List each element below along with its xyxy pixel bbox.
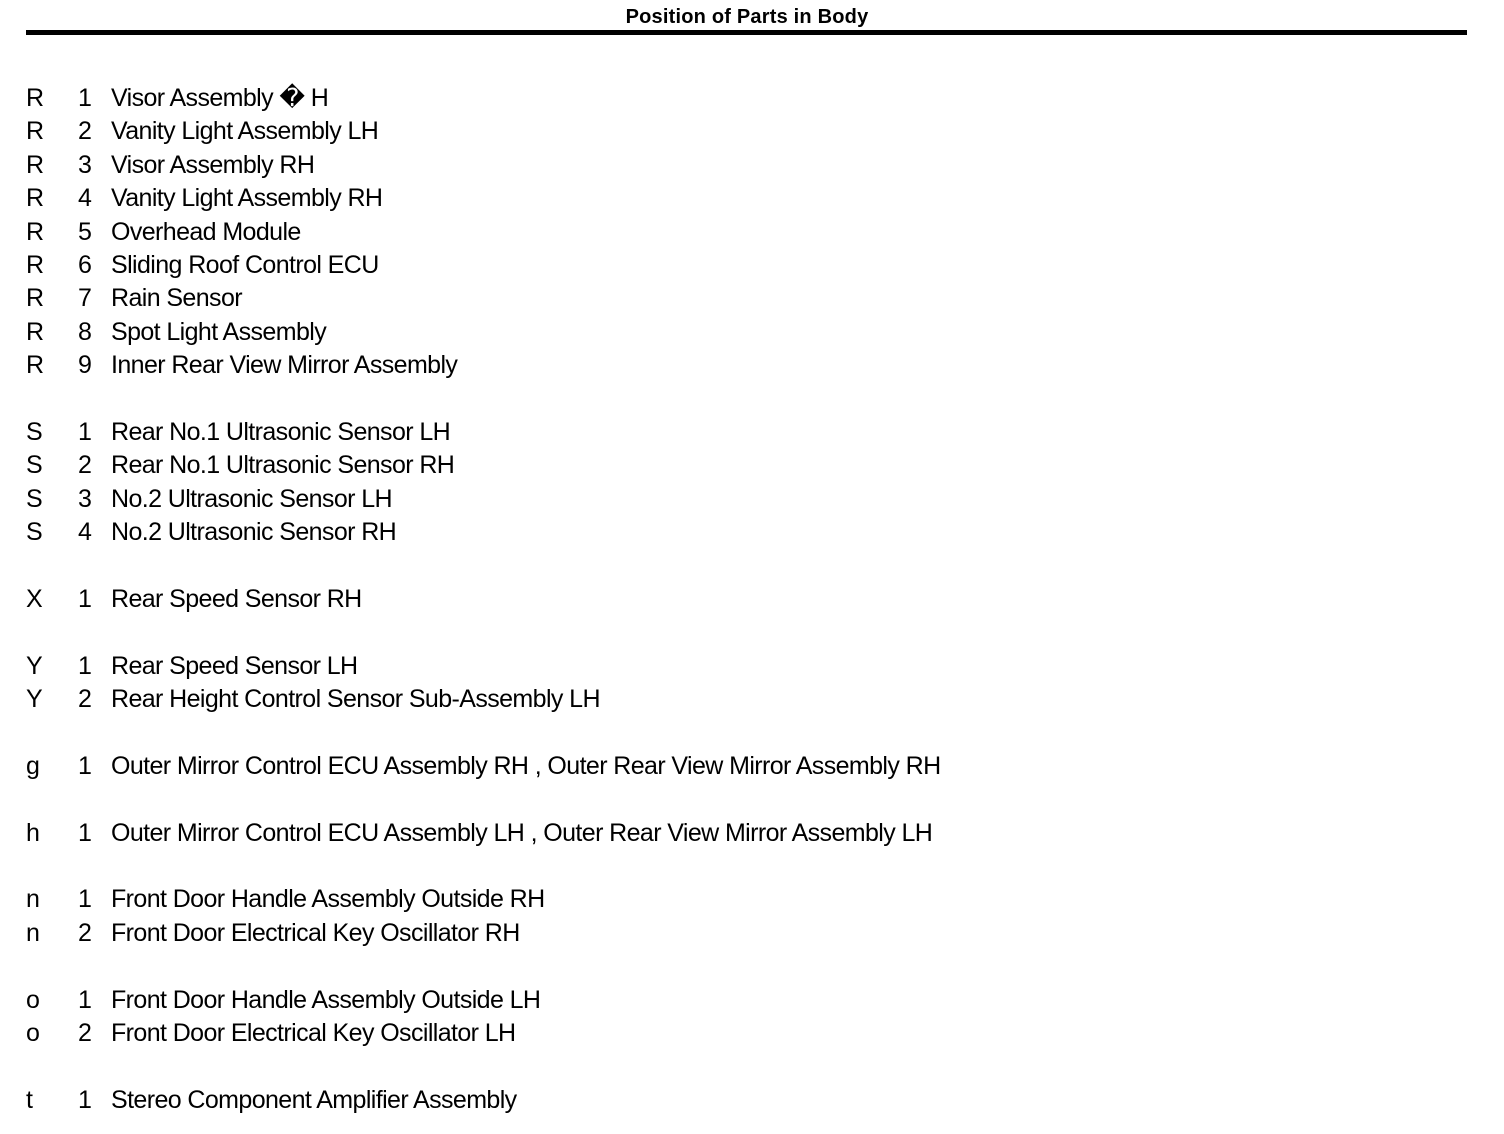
part-row — [26, 349, 1466, 382]
parts-list — [26, 82, 1466, 1117]
part-name: Outer Mirror Control ECU Assembly LH , Outer Rear View Mirror Assembly LH — [111, 818, 933, 847]
part-name: Visor Assembly RH — [111, 150, 315, 179]
part-row — [26, 683, 1466, 716]
part-row — [26, 115, 1466, 148]
part-code: S — [26, 484, 43, 513]
part-number: 1 — [78, 985, 92, 1014]
part-row — [26, 817, 1466, 850]
part-name: Front Door Handle Assembly Outside RH — [111, 885, 545, 914]
part-name: Vanity Light Assembly RH — [111, 184, 383, 213]
part-code: R — [26, 184, 45, 213]
part-number: 1 — [78, 584, 92, 613]
part-code: R — [26, 351, 45, 380]
part-row — [26, 750, 1466, 783]
part-code: o — [26, 1018, 40, 1047]
part-group — [26, 416, 1466, 550]
part-number: 6 — [78, 250, 92, 279]
part-row — [26, 650, 1466, 683]
part-group — [26, 984, 1466, 1051]
part-number: 2 — [78, 685, 92, 714]
part-row — [26, 316, 1466, 349]
part-number: 1 — [78, 818, 92, 847]
part-number: 2 — [78, 918, 92, 947]
part-code: Y — [26, 651, 43, 680]
part-code: R — [26, 84, 45, 112]
part-name: Front Door Handle Assembly Outside LH — [111, 985, 541, 1014]
part-code: R — [26, 217, 45, 246]
part-name: Inner Rear View Mirror Assembly — [111, 351, 458, 380]
part-number: 1 — [78, 885, 92, 914]
part-code: R — [26, 150, 45, 179]
part-name: Rear Speed Sensor LH — [111, 651, 358, 680]
part-row — [26, 182, 1466, 215]
part-name: Stereo Component Amplifier Assembly — [111, 1085, 517, 1114]
part-code: X — [26, 584, 43, 613]
part-name: Sliding Roof Control ECU — [111, 250, 379, 279]
part-code: R — [26, 317, 45, 346]
part-number: 1 — [78, 751, 92, 780]
part-group — [26, 82, 1466, 383]
part-number: 1 — [78, 417, 92, 446]
part-group — [26, 817, 1466, 850]
part-row — [26, 984, 1466, 1017]
part-name: Rear Height Control Sensor Sub-Assembly LH — [111, 685, 600, 714]
part-name: No.2 Ultrasonic Sensor RH — [111, 518, 397, 547]
part-number: 4 — [78, 518, 92, 547]
part-code: S — [26, 451, 43, 480]
part-code: R — [26, 117, 45, 146]
part-number: 1 — [78, 1085, 92, 1114]
part-row — [26, 416, 1466, 449]
part-row — [26, 249, 1466, 282]
part-code: Y — [26, 685, 43, 714]
part-name: Overhead Module — [111, 217, 301, 246]
part-code: R — [26, 250, 45, 279]
part-row — [26, 516, 1466, 549]
part-number: 7 — [78, 284, 92, 313]
part-number: 2 — [78, 451, 92, 480]
part-number: 1 — [78, 84, 92, 112]
part-name: Rear Speed Sensor RH — [111, 584, 362, 613]
part-code: S — [26, 518, 43, 547]
part-code: t — [26, 1085, 33, 1114]
part-code: n — [26, 885, 40, 914]
part-group — [26, 883, 1466, 950]
part-row — [26, 1084, 1466, 1117]
part-number: 5 — [78, 217, 92, 246]
part-code: h — [26, 818, 40, 847]
part-code: R — [26, 284, 45, 313]
part-name: Rear No.1 Ultrasonic Sensor LH — [111, 417, 451, 446]
part-number: 3 — [78, 150, 92, 179]
part-name: Front Door Electrical Key Oscillator RH — [111, 918, 520, 947]
part-number: 1 — [78, 651, 92, 680]
part-row — [26, 917, 1466, 950]
part-name: Spot Light Assembly — [111, 317, 327, 346]
part-row — [26, 883, 1466, 916]
part-row — [26, 282, 1466, 315]
part-number: 4 — [78, 184, 92, 213]
part-name: Outer Mirror Control ECU Assembly RH , Outer Rear View Mirror Assembly RH — [111, 751, 941, 780]
page-title: Position of Parts in Body — [625, 6, 869, 28]
part-number: 2 — [78, 117, 92, 146]
part-row — [26, 449, 1466, 482]
part-name: No.2 Ultrasonic Sensor LH — [111, 484, 392, 513]
part-group — [26, 1084, 1466, 1117]
part-number: 2 — [78, 1018, 92, 1047]
part-row — [26, 1017, 1466, 1050]
part-group — [26, 650, 1466, 717]
part-code: g — [26, 751, 40, 780]
part-code: S — [26, 417, 43, 446]
part-code: n — [26, 918, 40, 947]
part-number: 3 — [78, 484, 92, 513]
part-number: 9 — [78, 351, 92, 380]
part-group — [26, 750, 1466, 783]
part-code: o — [26, 985, 40, 1014]
part-group — [26, 583, 1466, 616]
part-row — [26, 216, 1466, 249]
part-name: Front Door Electrical Key Oscillator LH — [111, 1018, 516, 1047]
part-name: Visor Assembly � H — [111, 84, 329, 112]
part-row — [26, 483, 1466, 516]
part-name: Rain Sensor — [111, 284, 242, 313]
part-name: Rear No.1 Ultrasonic Sensor RH — [111, 451, 455, 480]
title-divider — [26, 30, 1467, 35]
part-row — [26, 149, 1466, 182]
part-row — [26, 583, 1466, 616]
part-number: 8 — [78, 317, 92, 346]
part-name: Vanity Light Assembly LH — [111, 117, 379, 146]
part-row — [26, 82, 1466, 115]
